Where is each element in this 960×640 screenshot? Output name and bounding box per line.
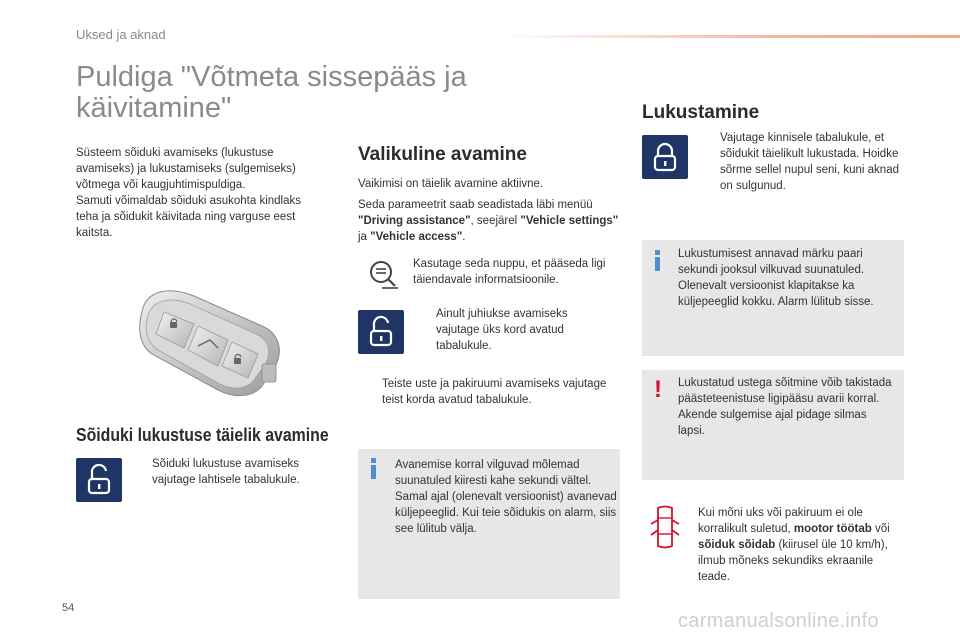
locking-warning-text: Lukustatud ustega sõitmine võib takistada päästeteenistuse ligipääsu avarii korral. Akende sulgemise ajal pidage silmas lapsi.: [678, 377, 892, 437]
key-fob-illustration: [134, 282, 284, 400]
help-list-icon: [364, 256, 404, 294]
door-warning-text: [698, 505, 903, 585]
help-text: Kasutage seda nuppu, et pääseda ligi täiendavale informatsioonile.: [413, 258, 606, 286]
selective-text: [358, 176, 620, 245]
info-icon: [371, 458, 376, 479]
selective-paragraph-2: [358, 197, 620, 245]
menu-period: .: [462, 231, 466, 243]
info-icon: [655, 250, 660, 271]
page-number: 54: [62, 602, 75, 614]
unlock-padlock-icon: [358, 310, 404, 354]
lock-padlock-icon: [642, 135, 688, 179]
full-unlock-bullet-text: Sõiduki lukustuse avamiseks vajutage lahtisele tabalukule.: [152, 458, 300, 486]
selective-heading: Valikuline avamine: [358, 144, 527, 165]
selective-bullet-1-text: Ainult juhiukse avamiseks vajutage üks kord avatud tabalukule.: [436, 308, 568, 352]
full-unlock-bullet: [130, 456, 320, 488]
car-doors-open-icon: [648, 504, 682, 550]
selective-bullet-2: [360, 376, 615, 408]
header-section-title: Uksed ja aknad: [76, 27, 166, 42]
locking-bullet: [698, 130, 903, 194]
full-unlock-heading: Sõiduki lukustuse täielik avamine: [76, 425, 329, 445]
menu-vehicle-access: "Vehicle access": [370, 231, 463, 243]
menu-intro-text: Seda parameetrit saab seadistada läbi menüü: [358, 199, 593, 211]
warning-exclamation-icon: !: [654, 376, 662, 403]
locking-bullet-text: Vajutage kinnisele tabalukule, et sõidukit täielikult lukustada. Hoidke sõrme sellel nupul seni, kuni aknad on sulgunud.: [720, 132, 899, 192]
locking-info-box: [642, 240, 904, 356]
selective-paragraph-1: Vaikimisi on täielik avamine aktiivne.: [358, 178, 544, 190]
unlock-padlock-icon: [76, 458, 122, 502]
door-warning-engine-running: mootor töötab: [793, 523, 872, 535]
selective-bullet-1: [414, 306, 604, 354]
intro-paragraph-2: Samuti võimaldab sõiduki asukohta kindlaks teha ja sõidukit käivitada ning varguse eest kaitsta.: [76, 195, 302, 239]
door-warning-part-2: või: [871, 523, 890, 535]
intro-paragraph-1: Süsteem sõiduki avamiseks (lukustuse avamiseks) ja lukustamiseks (sulgemiseks) võtmega või kaugjuhtimispuldiga.: [76, 147, 296, 191]
door-warning-part-1: Kui mõni uks või pakiruum ei ole korralikult suletud,: [698, 507, 863, 535]
door-warning-part-3: (kiirusel üle 10 km/h), ilmub mõneks sekundiks ekraanile teade.: [698, 539, 888, 583]
selective-info-text: Avanemise korral vilguvad mõlemad suunatuled kiiresti kahe sekundi vältel. Samal ajal (olenevalt versioonist) avanevad küljepeeglid. Kui teie sõidukis on alarm, siis see lülitub välja.: [395, 459, 617, 535]
menu-driving-assistance: "Driving assistance": [358, 215, 471, 227]
locking-heading: Lukustamine: [642, 102, 760, 123]
locking-info-text: Lukustumisest annavad märku paari sekundi jooksul vilkuvad suunatuled. Olenevalt versioonist klapitakse ka küljepeeglid kokku. Alarm lülitub sisse.: [678, 248, 874, 308]
menu-then-text: , seejärel: [470, 215, 521, 227]
watermark: carmanualsonline.info: [678, 610, 879, 632]
locking-warning-box: [642, 370, 904, 480]
intro-text: [76, 145, 321, 241]
selective-info-box: [358, 449, 620, 599]
menu-and-text: ja: [358, 231, 371, 243]
menu-vehicle-settings: "Vehicle settings": [520, 215, 619, 227]
door-warning-vehicle-moving: sõiduk sõidab: [698, 539, 776, 551]
selective-bullet-2-text: Teiste uste ja pakiruumi avamiseks vajutage teist korda avatud tabalukule.: [382, 378, 607, 406]
page-title: Puldiga "Võtmeta sissepääs ja käivitamine": [76, 61, 467, 124]
header-decoration-bar: [498, 35, 960, 38]
